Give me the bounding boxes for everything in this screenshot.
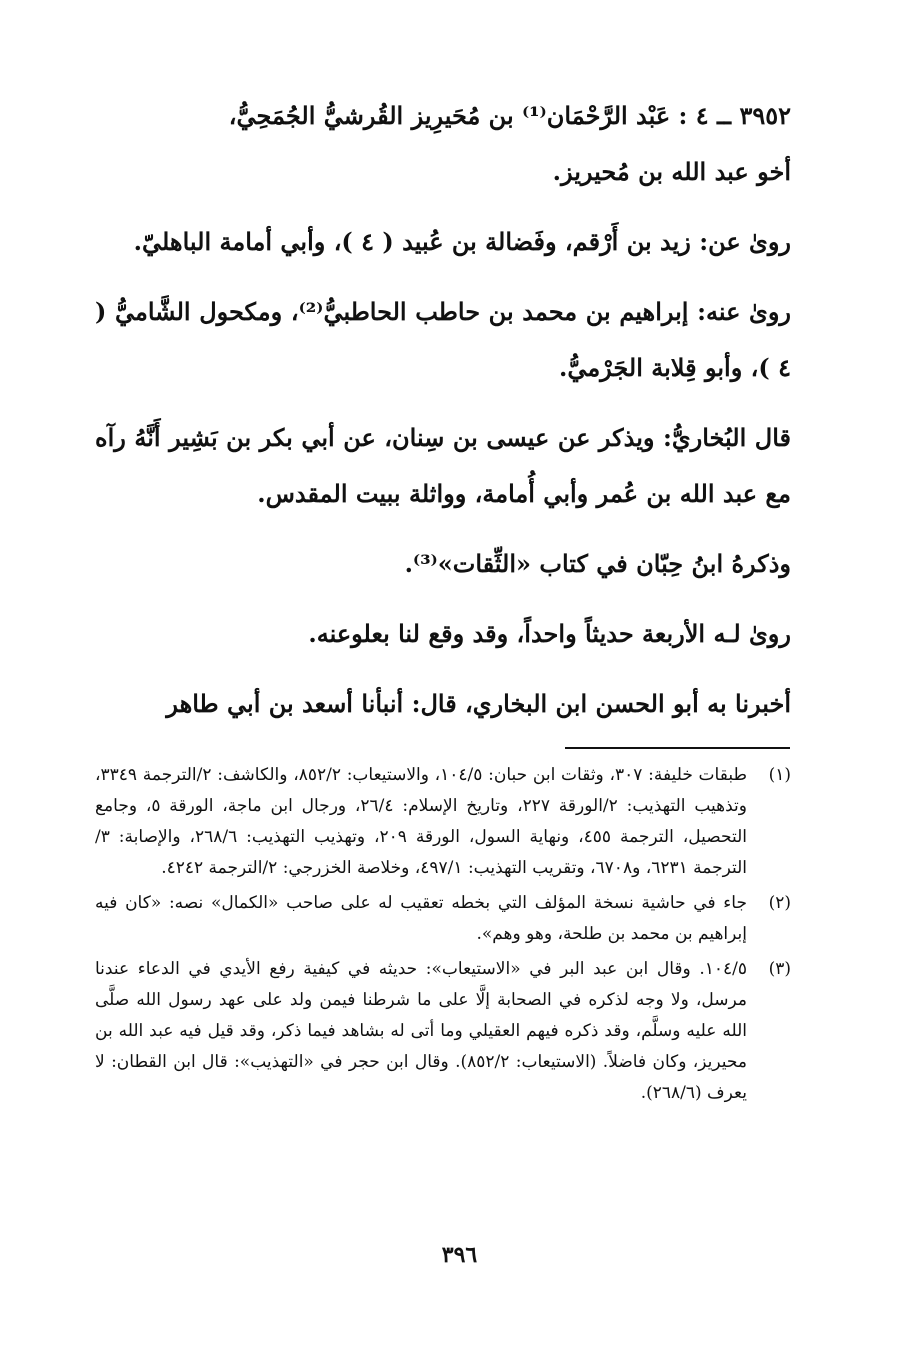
paragraph-bukhari: قال البُخاريُّ: ويذكر عن عيسى بن سِنان، عن أبي بكر بن بَشِير أَنَّهُ رآه مع عبد الله بن عُمر وأبي أُمامة، وواثلة ببيت المقدس. [95,423,791,508]
entry-line-2: أخو عبد الله بن مُحيريز. [552,157,791,186]
footnote-3 [95,954,791,1109]
footnote-text: طبقات خليفة: ٣٠٧، وثقات ابن حبان: ١٠٤/٥، والاستيعاب: ٨٥٢/٢، والكاشف: ٢/الترجمة ٣٣٤٩، وتذهيب التهذيب: ٢/الورقة ٢٢٧، وتاريخ الإسلام: ٢٦/٤، ورجال ابن ماجة، الورقة ٥، وجامع التحصيل، الترجمة ٤٥٥، ونهاية السول، الورقة ٢٠٩، وتهذيب التهذيب: ٢٦٨/٦، والإصابة: ٣/الترجمة ٦٢٣١، و٦٧٠٨، وتقريب التهذيب: ٤٩٧/١، وخلاصة الخزرجي: ٢/الترجمة ٤٢٤٢. [95,765,747,878]
footnotes [95,760,791,1113]
paragraph-ibn-hibban: وذكرهُ ابنُ حِبّان في كتاب «الثِّقات»⁽³⁾. [404,549,791,578]
footnote-text: جاء في حاشية نسخة المؤلف التي بخطه تعقيب له على صاحب «الكمال» نصه: «كان فيه إبراهيم بن محمد بن طلحة، وهو وهم». [95,893,747,944]
paragraph-four-narrated: روىٰ لـه الأربعة حديثاً واحداً، وقد وقع لنا بعلوعنه. [308,619,791,648]
entry-heading [95,88,791,200]
main-text [95,88,791,746]
paragraph-informed: أخبرنا به أبو الحسن ابن البخاري، قال: أنبأنا أسعد بن أبي طاهر [166,689,791,718]
footnote-number: (٢) [768,893,791,913]
footnote-2 [95,888,791,950]
footnote-divider [565,747,790,749]
page-number: ٣٩٦ [441,1242,478,1268]
footnote-number: (٣) [768,959,791,979]
paragraph-narrated-by: روىٰ عنه: إبراهيم بن محمد بن حاطب الحاطبيُّ⁽²⁾، ومكحول الشَّاميُّ ( ٤ )، وأبو قِلابة الجَرْميُّ. [95,297,792,382]
footnote-number: (١) [768,765,791,785]
entry-line-1: ٣٩٥٢ ــ ٤ : عَبْد الرَّحْمَان⁽¹⁾ بن مُحَيرِيز القُرشيُّ الجُمَحِيُّ، [228,101,791,130]
footnote-1 [95,760,791,884]
footnote-text: ١٠٤/٥. وقال ابن عبد البر في «الاستيعاب»: حديثه في كيفية رفع الأيدي في الدعاء عندنا مرسل، ولا وجه لذكره في الصحابة إلَّا على ما شرطنا فيمن ولد على عهد رسول الله صلَّى الله عليه وسلَّم، وقد ذكره فيهم العقيلي وما أتى له بشاهد فيما ذكر، وقد قيل فيه عبد الله بن محيريز، وكان فاضلاً. (الاستيعاب: ٨٥٢/٢). وقال ابن حجر في «التهذيب»: قال ابن القطان: لا يعرف (٢٦٨/٦). [95,959,747,1103]
paragraph-narrated-from: روىٰ عن: زيد بن أَرْقم، وفَضالة بن عُبيد ( ٤ )، وأبي أمامة الباهليّ. [133,227,791,256]
